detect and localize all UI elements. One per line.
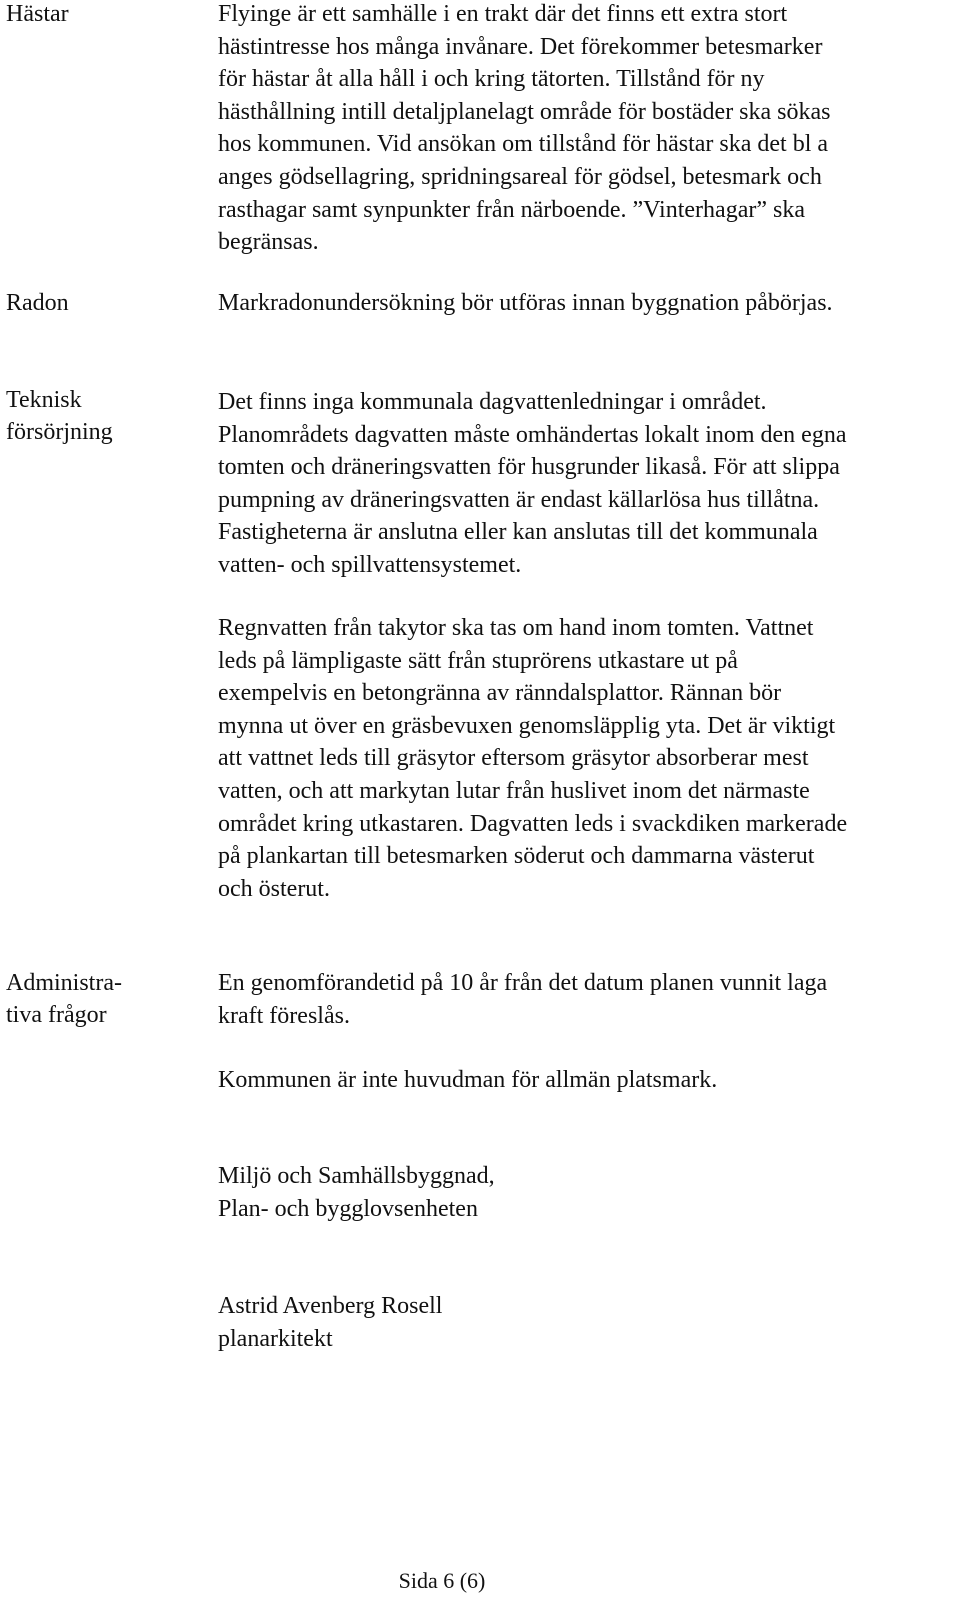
label-line: Radon	[6, 290, 69, 316]
text-line: Markradonundersökning bör utföras innan byggnation påbörjas.	[218, 290, 833, 316]
text-line: området kring utkastaren. Dagvatten leds i svackdiken markerade	[218, 810, 848, 837]
text-line: för hästar åt alla håll i och kring tätorten. Tillstånd för ny	[218, 66, 765, 93]
text-line: begränsas.	[218, 229, 319, 256]
section-label-radon	[6, 287, 196, 319]
text-line: Planområdets dagvatten måste omhändertas lokalt inom den egna	[218, 421, 847, 448]
text-line: kraft föreslås.	[218, 1002, 350, 1029]
label-line: Administra-	[6, 970, 122, 996]
section-text-admin-p1	[218, 967, 946, 1032]
section-text-hastar	[218, 0, 946, 259]
page-number: Sida 6 (6)	[398, 1568, 486, 1593]
section-text-radon	[218, 287, 946, 320]
text-line: Miljö och Samhällsbyggnad,	[218, 1163, 495, 1189]
text-line: tomten och dräneringsvatten för husgrunder likaså. För att slippa	[218, 454, 840, 481]
section-label-teknisk	[6, 384, 196, 448]
text-line: hos kommunen. Vid ansökan om tillstånd för hästar ska det bl a	[218, 131, 829, 158]
text-line: anges gödsellagring, spridningsareal för gödsel, betesmark och	[218, 163, 822, 190]
section-label-hastar	[6, 0, 196, 30]
text-line: planarkitekt	[218, 1325, 333, 1352]
text-line: exempelvis en betongränna av ränndalsplattor. Rännan bör	[218, 680, 782, 707]
text-line: Kommunen är inte huvudman för allmän platsmark.	[218, 1067, 718, 1093]
text-line: Flyinge är ett samhälle i en trakt där det finns ett extra stort	[218, 1, 788, 27]
label-line: tiva frågor	[6, 1002, 107, 1028]
label-line: Teknisk	[6, 387, 82, 413]
text-line: pumpning av dräneringsvatten är endast källarlösa hus tillåtna.	[218, 486, 820, 513]
text-line: Plan- och bygglovsenheten	[218, 1195, 478, 1222]
text-line: att vattnet leds till gräsytor eftersom gräsytor absorberar mest	[218, 745, 809, 772]
label-line: försörjning	[6, 419, 113, 445]
text-line: hästhållning intill detaljplanelagt område för bostäder ska sökas	[218, 98, 831, 125]
text-line: hästintresse hos många invånare. Det förekommer betesmarker	[218, 33, 823, 60]
text-line: Fastigheterna är anslutna eller kan anslutas till det kommunala	[218, 519, 818, 546]
text-line: och österut.	[218, 875, 330, 902]
text-line: på plankartan till betesmarken söderut och dammarna västerut	[218, 843, 815, 870]
text-line: mynna ut över en gräsbevuxen genomsläpplig yta. Det är viktigt	[218, 712, 836, 739]
text-line: vatten- och spillvattensystemet.	[218, 551, 522, 578]
text-line: rasthagar samt synpunkter från närboende. ”Vinterhagar” ska	[218, 196, 805, 223]
text-line: Regnvatten från takytor ska tas om hand inom tomten. Vattnet	[218, 615, 814, 641]
signature-org	[218, 1160, 946, 1225]
section-text-teknisk-p2	[218, 612, 946, 905]
section-text-teknisk-p1	[218, 386, 946, 582]
label-line: Hästar	[6, 1, 69, 27]
page-footer	[0, 1567, 960, 1595]
text-line: Det finns inga kommunala dagvattenledningar i området.	[218, 389, 767, 415]
text-line: En genomförandetid på 10 år från det datum planen vunnit laga	[218, 970, 828, 996]
text-line: Astrid Avenberg Rosell	[218, 1293, 443, 1319]
section-text-admin-p2	[218, 1064, 946, 1097]
section-label-admin	[6, 967, 196, 1031]
text-line: vatten, och att markytan lutar från huslivet inom det närmaste	[218, 777, 810, 804]
signature-person	[218, 1290, 946, 1355]
text-line: leds på lämpligaste sätt från stuprörens utkastare ut på	[218, 647, 738, 674]
